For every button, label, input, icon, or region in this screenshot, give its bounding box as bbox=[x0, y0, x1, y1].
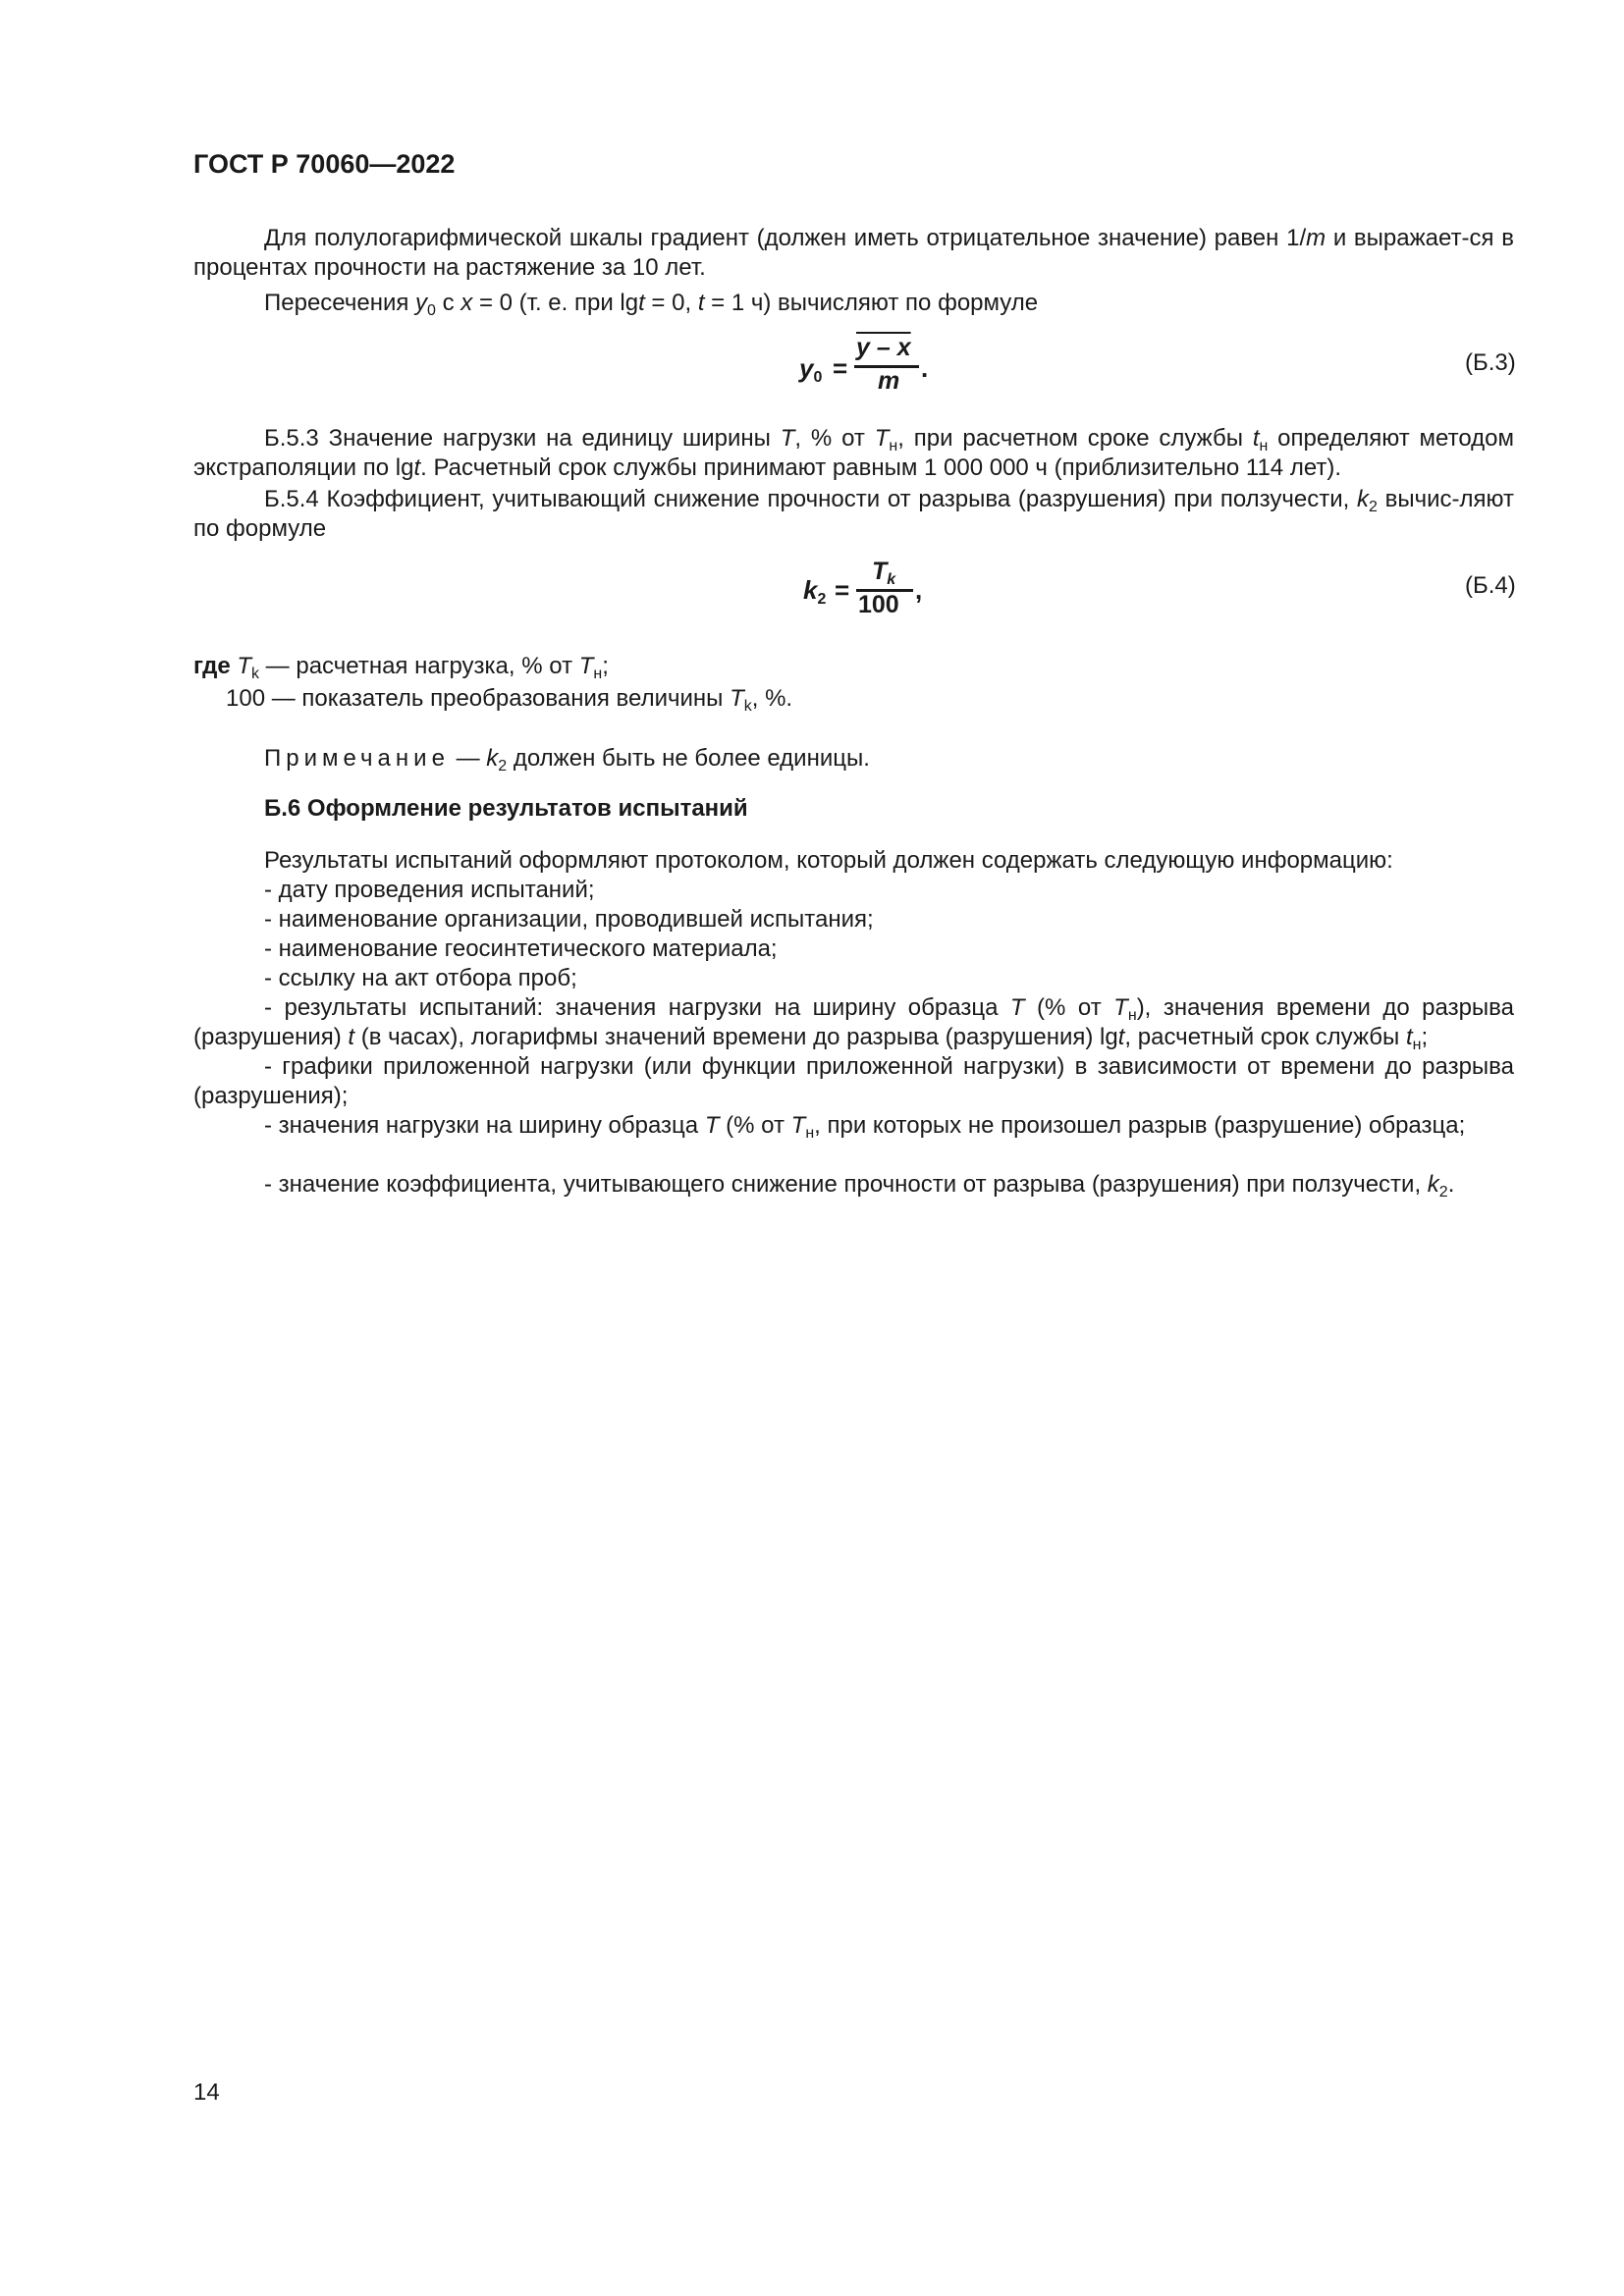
paragraph-b54: Б.5.4 Коэффициент, учитывающий снижение прочности от разрыва (разрушения) при ползучести, $k_2$ вычис-ляют по формуле bbox=[193, 486, 1514, 542]
paragraph-intersection: Пересечения $y_0$ с x = 0 (т. е. при lgt = 0, t = 1 ч) вычисляют по формуле bbox=[264, 290, 1039, 319]
list-item: - наименование организации, проводившей испытания; bbox=[264, 906, 874, 933]
paragraph-gradient: Для полулогарифмической шкалы градиент (должен иметь отрицательное значение) равен 1/m и выражает-ся в процентах прочности на растяжение за 10 лет. bbox=[193, 225, 1514, 281]
formula-b3-denominator: m bbox=[878, 367, 900, 395]
where-line-2: 100 — показатель преобразования величины $T_k$, %. bbox=[226, 685, 793, 715]
results-intro: Результаты испытаний оформляют протоколом, который должен содержать следующую информацию: bbox=[264, 847, 1393, 874]
formula-b3-lhs: $y_0$ bbox=[799, 353, 823, 386]
note-label: Примечание bbox=[264, 745, 450, 772]
document-header: ГОСТ Р 70060—2022 bbox=[193, 149, 456, 179]
list-item: - дату проведения испытаний; bbox=[264, 877, 595, 903]
formula-b3-numerator: y – x bbox=[856, 334, 911, 361]
formula-b4 bbox=[801, 558, 929, 624]
list-item: - значения нагрузки на ширину образца T (% от $T_н$, при которых не произошел разрыв (разрушение) образца; bbox=[264, 1112, 1466, 1142]
formula-b4-numerator: $T_k$ bbox=[872, 558, 896, 588]
list-item: - ссылку на акт отбора проб; bbox=[264, 965, 577, 991]
formula-b4-denominator: 100 bbox=[858, 591, 899, 618]
section-title-b6: Б.6 Оформление результатов испытаний bbox=[264, 795, 748, 822]
formula-b3-equals: = bbox=[833, 353, 848, 383]
formula-b3-period: . bbox=[921, 353, 929, 383]
list-item: - значение коэффициента, учитывающего снижение прочности от разрыва (разрушения) при ползучести, $k_2$. bbox=[264, 1171, 1455, 1201]
list-item: - графики приложенной нагрузки (или функции приложенной нагрузки) в зависимости от времени до разрыва (разрушения); bbox=[193, 1053, 1514, 1109]
page-number: 14 bbox=[193, 2079, 220, 2106]
equation-number-b3: (Б.3) bbox=[1465, 349, 1516, 376]
list-item: - результаты испытаний: значения нагрузки на ширину образца T (% от $T_н$), значения времени до разрыва (разрушения) t (в часах), логарифмы значений времени до разрыва (разрушения) lgt, расчетный срок службы $t_н$; bbox=[193, 994, 1515, 1053]
formula-b4-comma: , bbox=[915, 575, 923, 605]
equation-number-b4: (Б.4) bbox=[1465, 572, 1516, 599]
paragraph-b53: Б.5.3 Значение нагрузки на единицу ширины T, % от $T_н$, при расчетном сроке службы $t_н$ определяют методом экстраполяции по lgt. Расчетный срок службы принимают равным 1 000 000 ч (приблизительно 114 лет). bbox=[193, 425, 1514, 481]
formula-b4-equals: = bbox=[835, 575, 850, 605]
where-line-1: где $T_k$ — расчетная нагрузка, % от $T_н$; bbox=[193, 653, 609, 682]
note: Примечание — $k_2$ должен быть не более единицы. bbox=[264, 745, 870, 774]
list-item: - наименование геосинтетического материала; bbox=[264, 935, 778, 962]
formula-b3 bbox=[795, 332, 933, 399]
formula-b4-lhs: $k_2$ bbox=[803, 575, 827, 608]
